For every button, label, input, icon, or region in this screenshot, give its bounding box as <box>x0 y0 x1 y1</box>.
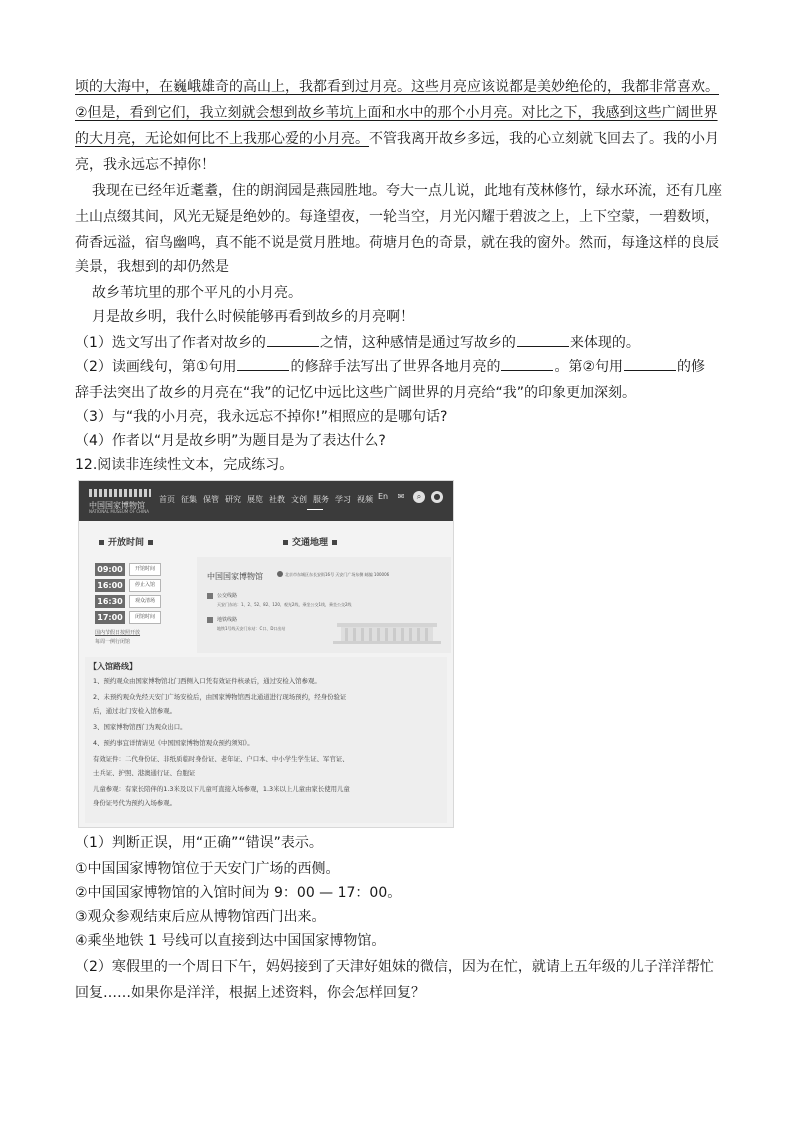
bus-icon <box>207 593 213 599</box>
q2-text-d: 的修 <box>677 359 706 375</box>
passage-line-4: 亮，我永远忘不掉你！ <box>75 157 215 173</box>
traffic-section-title <box>279 535 341 548</box>
q1-text-a: （1）选文写出了作者对故乡的 <box>75 335 266 351</box>
q1-blank-2[interactable] <box>517 334 569 347</box>
question-2 <box>75 358 705 376</box>
subway-lines: 地铁1号线天安门东站：C口、D口出站 <box>217 626 286 631</box>
q12-judge-intro: （1）判断正误，用“正确”“错误”表示。 <box>75 835 323 851</box>
q2-text-b: 的修辞手法写出了世界各地月亮的 <box>290 359 501 375</box>
nav-item-service[interactable]: 服务 <box>313 495 329 504</box>
location-pin-icon <box>277 571 283 577</box>
square-icon <box>99 540 104 545</box>
bus-lines: 天安门东站：1、2、52、82、120、观光2线，乘坐公交1线，乘坐公交2线 <box>217 602 352 607</box>
square-icon <box>332 540 337 545</box>
hours-row <box>95 563 161 576</box>
q12-judge-4: ④乘坐地铁 1 号线可以直接到达中国国家博物馆。 <box>75 933 386 949</box>
hours-time: 09:00 <box>95 563 125 576</box>
passage-line-9: 故乡苇坑里的那个平凡的小月亮。 <box>92 285 302 301</box>
traffic-address: 北京市东城区东长安街16号 天安门广场东侧 邮编 100006 <box>285 572 390 577</box>
passage-line-8: 美景，我想到的却仍然是 <box>75 259 229 275</box>
hours-label: 停止入馆 <box>129 579 161 592</box>
passage-line-3-rest: 不管我离开故乡多远，我的心立刻就飞回去了。我的小月 <box>369 131 719 147</box>
nav-item[interactable]: 征集 <box>181 495 197 504</box>
top-icons <box>377 491 443 503</box>
subway-label: 地铁线路 <box>217 617 238 623</box>
route-line: 士兵证、护照、港澳通行证、台胞证 <box>93 769 196 777</box>
question-12-title: 12.阅读非连续性文本，完成练习。 <box>75 457 294 473</box>
museum-building-icon <box>89 489 151 497</box>
nav-item[interactable]: 视频 <box>357 495 373 504</box>
language-button[interactable]: En <box>377 492 389 501</box>
museum-logo-text: 中国国家博物馆 <box>89 501 145 510</box>
passage-line-10: 月是故乡明，我什么时候能够再看到故乡的月亮啊！ <box>92 309 414 325</box>
bus-label: 公交线路 <box>217 593 238 599</box>
nav-item[interactable]: 学习 <box>335 495 351 504</box>
q1-text-b: 之情，这种感情是通过写故乡的 <box>319 335 516 351</box>
q2-blank-2[interactable] <box>501 358 553 371</box>
q2-text-a: （2）读画线句，第①句用 <box>75 359 237 375</box>
question-1 <box>75 334 640 352</box>
route-line: 3、国家博物馆西门为观众出口。 <box>93 723 187 731</box>
hours-time: 16:30 <box>95 595 125 608</box>
square-icon <box>283 540 288 545</box>
q12-judge-2: ②中国国家博物馆的入馆时间为 9：00 — 17：00。 <box>75 885 402 901</box>
square-icon <box>148 540 153 545</box>
hours-label: 开馆时间 <box>129 563 161 576</box>
passage-line-1-underlined: 顷的大海中，在巍峨雄奇的高山上，我都看到过月亮。这些月亮应该说都是美妙绝伦的，我都非常喜欢。 <box>75 79 719 95</box>
q12-judge-1: ①中国国家博物馆位于天安门广场的西侧。 <box>75 861 340 877</box>
hours-row <box>95 579 161 592</box>
subway-icon <box>207 617 213 623</box>
route-line: 后，通过北门安检入馆参观。 <box>93 707 177 715</box>
q2-text-c: 。第②句用 <box>554 359 624 375</box>
nav-active-underline <box>307 509 323 510</box>
museum-logo-sub: NATIONAL MUSEUM OF CHINA <box>89 509 149 514</box>
question-3: （3）与“我的小月亮，我永远忘不掉你!”相照应的是哪句话? <box>75 409 448 425</box>
route-line: 身份证号代为预约入场参观。 <box>93 799 177 807</box>
hours-time: 17:00 <box>95 611 125 624</box>
q12-part-2-line-1: （2）寒假里的一个周日下午，妈妈接到了天津好姐妹的微信，因为在忙，就请上五年级的儿子洋洋帮忙 <box>75 959 714 975</box>
q1-blank-1[interactable] <box>267 334 319 347</box>
passage-line-7: 荷香远溢，宿鸟幽鸣，真不能不说是赏月胜地。荷塘月色的奇景，就在我的窗外。然而，每逢这样的良辰 <box>75 235 719 251</box>
passage-line-2-underlined: ②但是，看到它们，我立刻就会想到故乡苇坑上面和水中的那个小月亮。对比之下，我感到这些广阔世界 <box>75 105 718 121</box>
hours-row <box>95 595 161 608</box>
passage-line-6: 土山点缀其间，风光无疑是绝妙的。每逢望夜，一轮当空，月光闪耀于碧波之上，上下空蒙，一碧数顷， <box>75 209 719 225</box>
q2-blank-3[interactable] <box>624 358 676 371</box>
q12-judge-3: ③观众参观结束后应从博物馆西门出来。 <box>75 909 326 925</box>
hours-time: 16:00 <box>95 579 125 592</box>
museum-building-illustration <box>327 615 447 647</box>
museum-top-bar <box>79 481 453 521</box>
hours-row <box>95 611 161 624</box>
museum-nav <box>159 494 373 505</box>
hours-label: 观众清场 <box>129 595 161 608</box>
route-line: 1、预约观众由国家博物馆北门西侧入口凭有效证件核录后，通过安检入馆参观。 <box>93 677 321 685</box>
museum-logo <box>89 489 151 513</box>
nav-item[interactable]: 文创 <box>291 495 307 504</box>
nav-item[interactable]: 展览 <box>247 495 263 504</box>
q1-text-c: 来体现的。 <box>569 335 640 351</box>
passage-line-3-underlined: 的大月亮，无论如何比不上我那心爱的小月亮。 <box>75 131 369 147</box>
traffic-panel <box>197 557 451 653</box>
route-line: 有效证件：二代身份证、非纸质临时身份证、老年证、户口本、中小学生学生证、军官证、 <box>93 755 349 763</box>
weibo-icon[interactable]: ● <box>431 491 443 503</box>
museum-website-screenshot <box>78 480 454 828</box>
traffic-title-text: 交通地理 <box>292 538 329 548</box>
hours-title-text: 开放时间 <box>108 538 145 548</box>
passage-line-5: 我现在已经年近耄耋，住的朗润园是燕园胜地。夸大一点儿说，此地有茂林修竹，绿水环流，还有几座 <box>92 183 722 199</box>
opening-hours-panel <box>85 563 193 653</box>
hours-note-monday: 每周一例行闭馆 <box>95 639 131 645</box>
question-4: （4）作者以“月是故乡明”为题目是为了表达什么? <box>75 433 386 449</box>
nav-item[interactable]: 研究 <box>225 495 241 504</box>
hours-note-holidays[interactable]: 国内节假日按照开放 <box>95 630 141 636</box>
q2-blank-1[interactable] <box>237 358 289 371</box>
search-icon[interactable]: ⌕ <box>413 491 425 503</box>
hours-label: 闭馆时间 <box>129 611 161 624</box>
question-2-cont: 辞手法突出了故乡的月亮在“我”的记忆中远比这些广阔世界的月亮给“我”的印象更加深刻。 <box>75 385 637 401</box>
entry-route-panel <box>85 657 447 823</box>
route-line: 2、未预约观众先经天安门广场安检后，由国家博物馆西北通道进行现场预约，经身份验证 <box>93 693 347 701</box>
route-line: 儿童参观：有家长陪伴的1.3米及以下儿童可直接入场参观，1.3米以上儿童由家长使用儿童 <box>93 785 350 793</box>
nav-item[interactable]: 保管 <box>203 495 219 504</box>
mail-icon[interactable]: ✉ <box>397 492 405 501</box>
nav-item[interactable]: 首页 <box>159 495 175 504</box>
passage-line-3 <box>75 130 719 148</box>
hours-section-title <box>95 535 157 548</box>
q12-part-2-line-2: 回复……如果你是洋洋，根据上述资料，你会怎样回复？ <box>75 985 425 1001</box>
route-title: 【入馆路线】 <box>89 662 137 671</box>
traffic-museum-name: 中国国家博物馆 <box>207 572 263 581</box>
route-line: 4、预约事宜详情请见《中国国家博物馆观众预约须知》。 <box>93 739 254 747</box>
nav-item[interactable]: 社教 <box>269 495 285 504</box>
